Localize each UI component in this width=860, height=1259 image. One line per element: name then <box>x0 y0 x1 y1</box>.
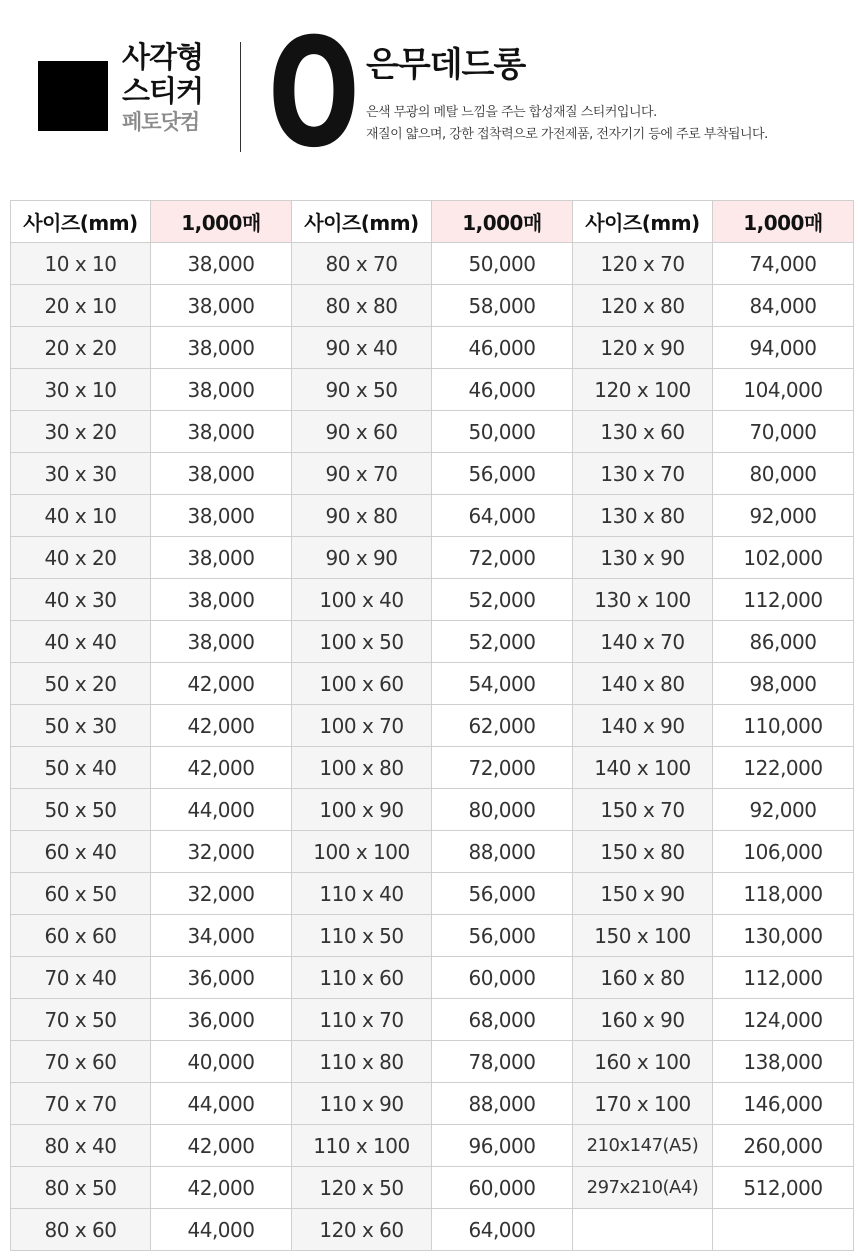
price-cell: 42,000 <box>151 705 292 747</box>
size-cell: 30 x 30 <box>11 453 151 495</box>
price-cell: 112,000 <box>713 957 854 999</box>
size-cell: 60 x 50 <box>11 873 151 915</box>
size-cell: 100 x 50 <box>292 621 432 663</box>
price-cell: 36,000 <box>151 957 292 999</box>
price-cell: 36,000 <box>151 999 292 1041</box>
price-cell: 92,000 <box>713 495 854 537</box>
price-cell: 60,000 <box>432 1167 573 1209</box>
size-cell: 80 x 60 <box>11 1209 151 1251</box>
price-cell: 92,000 <box>713 789 854 831</box>
size-cell: 130 x 100 <box>573 579 713 621</box>
table-row <box>11 411 854 453</box>
price-cell: 38,000 <box>151 369 292 411</box>
size-cell: 100 x 80 <box>292 747 432 789</box>
size-cell: 110 x 100 <box>292 1125 432 1167</box>
size-cell: 140 x 70 <box>573 621 713 663</box>
size-cell: 40 x 10 <box>11 495 151 537</box>
size-cell: 130 x 90 <box>573 537 713 579</box>
size-cell: 160 x 100 <box>573 1041 713 1083</box>
price-cell: 38,000 <box>151 537 292 579</box>
price-cell: 70,000 <box>713 411 854 453</box>
price-cell: 64,000 <box>432 1209 573 1251</box>
price-cell: 84,000 <box>713 285 854 327</box>
header-divider <box>240 42 241 152</box>
size-cell: 50 x 20 <box>11 663 151 705</box>
description-line-1: 은색 무광의 메탈 느낌을 주는 합성재질 스티커입니다. <box>366 105 657 120</box>
size-cell: 30 x 20 <box>11 411 151 453</box>
size-cell: 140 x 90 <box>573 705 713 747</box>
price-cell: 52,000 <box>432 621 573 663</box>
table-row <box>11 873 854 915</box>
title-line-2: 스티커 <box>122 74 204 108</box>
price-cell: 88,000 <box>432 831 573 873</box>
empty-cell <box>713 1209 854 1251</box>
price-cell: 40,000 <box>151 1041 292 1083</box>
price-cell: 44,000 <box>151 1083 292 1125</box>
size-cell: 120 x 70 <box>573 243 713 285</box>
price-cell: 86,000 <box>713 621 854 663</box>
price-cell: 44,000 <box>151 789 292 831</box>
price-cell: 52,000 <box>432 579 573 621</box>
table-row <box>11 243 854 285</box>
table-row <box>11 579 854 621</box>
table-row <box>11 369 854 411</box>
description-line-2: 재질이 얇으며, 강한 접착력으로 가전제품, 전자기기 등에 주로 부착됩니다. <box>366 127 768 142</box>
price-cell: 146,000 <box>713 1083 854 1125</box>
price-cell: 32,000 <box>151 831 292 873</box>
table-header-row <box>11 201 854 243</box>
table-row <box>11 327 854 369</box>
size-cell: 140 x 100 <box>573 747 713 789</box>
price-cell: 98,000 <box>713 663 854 705</box>
size-cell: 120 x 50 <box>292 1167 432 1209</box>
table-row <box>11 537 854 579</box>
price-cell: 72,000 <box>432 537 573 579</box>
size-cell: 140 x 80 <box>573 663 713 705</box>
price-cell: 94,000 <box>713 327 854 369</box>
table-row <box>11 1041 854 1083</box>
size-cell: 80 x 40 <box>11 1125 151 1167</box>
size-cell: 170 x 100 <box>573 1083 713 1125</box>
price-cell: 72,000 <box>432 747 573 789</box>
price-cell: 38,000 <box>151 579 292 621</box>
size-cell: 20 x 10 <box>11 285 151 327</box>
size-cell: 110 x 90 <box>292 1083 432 1125</box>
table-row <box>11 621 854 663</box>
size-cell: 150 x 100 <box>573 915 713 957</box>
size-cell: 80 x 50 <box>11 1167 151 1209</box>
price-cell: 60,000 <box>432 957 573 999</box>
price-column-header: 1,000매 <box>151 201 292 243</box>
table-row <box>11 1167 854 1209</box>
size-cell: 50 x 40 <box>11 747 151 789</box>
price-cell: 44,000 <box>151 1209 292 1251</box>
price-cell: 56,000 <box>432 873 573 915</box>
price-cell: 512,000 <box>713 1167 854 1209</box>
price-cell: 58,000 <box>432 285 573 327</box>
price-cell: 42,000 <box>151 1167 292 1209</box>
size-cell: 160 x 90 <box>573 999 713 1041</box>
size-cell: 40 x 30 <box>11 579 151 621</box>
table-row <box>11 453 854 495</box>
size-cell: 110 x 80 <box>292 1041 432 1083</box>
price-column-header: 1,000매 <box>713 201 854 243</box>
price-cell: 38,000 <box>151 453 292 495</box>
product-name: 은무데드롱 <box>366 45 526 85</box>
size-cell: 130 x 70 <box>573 453 713 495</box>
price-cell: 112,000 <box>713 579 854 621</box>
size-cell: 150 x 70 <box>573 789 713 831</box>
size-cell: 40 x 20 <box>11 537 151 579</box>
price-cell: 138,000 <box>713 1041 854 1083</box>
size-cell: 100 x 90 <box>292 789 432 831</box>
price-cell: 80,000 <box>432 789 573 831</box>
material-letter: O <box>268 7 360 181</box>
size-cell: 60 x 60 <box>11 915 151 957</box>
size-cell: 100 x 70 <box>292 705 432 747</box>
price-cell: 46,000 <box>432 369 573 411</box>
price-cell: 34,000 <box>151 915 292 957</box>
size-cell: 70 x 40 <box>11 957 151 999</box>
price-cell: 130,000 <box>713 915 854 957</box>
price-cell: 122,000 <box>713 747 854 789</box>
price-cell: 124,000 <box>713 999 854 1041</box>
price-cell: 46,000 <box>432 327 573 369</box>
size-cell: 120 x 60 <box>292 1209 432 1251</box>
price-cell: 78,000 <box>432 1041 573 1083</box>
size-column-header: 사이즈(mm) <box>11 201 151 243</box>
size-cell: 90 x 80 <box>292 495 432 537</box>
size-cell: 40 x 40 <box>11 621 151 663</box>
price-cell: 80,000 <box>713 453 854 495</box>
price-column-header: 1,000매 <box>432 201 573 243</box>
price-cell: 50,000 <box>432 243 573 285</box>
size-cell: 10 x 10 <box>11 243 151 285</box>
size-cell: 100 x 60 <box>292 663 432 705</box>
table-row <box>11 747 854 789</box>
size-cell: 80 x 70 <box>292 243 432 285</box>
size-cell: 210x147(A5) <box>573 1125 713 1167</box>
size-cell: 60 x 40 <box>11 831 151 873</box>
size-cell: 90 x 90 <box>292 537 432 579</box>
price-cell: 110,000 <box>713 705 854 747</box>
table-row <box>11 789 854 831</box>
price-cell: 74,000 <box>713 243 854 285</box>
size-cell: 70 x 60 <box>11 1041 151 1083</box>
size-cell: 100 x 40 <box>292 579 432 621</box>
table-row <box>11 663 854 705</box>
size-cell: 30 x 10 <box>11 369 151 411</box>
size-column-header: 사이즈(mm) <box>573 201 713 243</box>
title-line-1: 사각형 <box>122 40 204 74</box>
price-cell: 54,000 <box>432 663 573 705</box>
brand-name: 페토닷컴 <box>122 110 200 134</box>
price-cell: 56,000 <box>432 915 573 957</box>
size-cell: 297x210(A4) <box>573 1167 713 1209</box>
price-table-body <box>11 243 854 1251</box>
table-row <box>11 285 854 327</box>
size-cell: 110 x 40 <box>292 873 432 915</box>
price-cell: 88,000 <box>432 1083 573 1125</box>
price-cell: 62,000 <box>432 705 573 747</box>
price-cell: 32,000 <box>151 873 292 915</box>
size-cell: 50 x 30 <box>11 705 151 747</box>
product-description <box>366 102 768 146</box>
size-cell: 90 x 40 <box>292 327 432 369</box>
price-cell: 38,000 <box>151 327 292 369</box>
table-row <box>11 915 854 957</box>
size-cell: 90 x 70 <box>292 453 432 495</box>
size-cell: 120 x 80 <box>573 285 713 327</box>
table-row <box>11 495 854 537</box>
title-block <box>122 40 232 136</box>
sticker-shape-icon <box>38 61 108 131</box>
size-column-header: 사이즈(mm) <box>292 201 432 243</box>
table-row <box>11 705 854 747</box>
price-cell: 38,000 <box>151 621 292 663</box>
size-cell: 70 x 70 <box>11 1083 151 1125</box>
price-cell: 56,000 <box>432 453 573 495</box>
price-cell: 260,000 <box>713 1125 854 1167</box>
price-cell: 64,000 <box>432 495 573 537</box>
empty-cell <box>573 1209 713 1251</box>
size-cell: 90 x 60 <box>292 411 432 453</box>
size-cell: 150 x 80 <box>573 831 713 873</box>
size-cell: 130 x 80 <box>573 495 713 537</box>
table-row <box>11 831 854 873</box>
price-cell: 102,000 <box>713 537 854 579</box>
size-cell: 120 x 100 <box>573 369 713 411</box>
size-cell: 130 x 60 <box>573 411 713 453</box>
size-cell: 110 x 70 <box>292 999 432 1041</box>
size-cell: 80 x 80 <box>292 285 432 327</box>
size-cell: 20 x 20 <box>11 327 151 369</box>
table-row <box>11 1125 854 1167</box>
price-cell: 38,000 <box>151 243 292 285</box>
price-cell: 42,000 <box>151 747 292 789</box>
price-cell: 106,000 <box>713 831 854 873</box>
table-row <box>11 999 854 1041</box>
size-cell: 110 x 60 <box>292 957 432 999</box>
price-cell: 38,000 <box>151 411 292 453</box>
table-row <box>11 1209 854 1251</box>
price-cell: 104,000 <box>713 369 854 411</box>
size-cell: 50 x 50 <box>11 789 151 831</box>
price-cell: 68,000 <box>432 999 573 1041</box>
size-cell: 90 x 50 <box>292 369 432 411</box>
price-cell: 42,000 <box>151 1125 292 1167</box>
table-row <box>11 1083 854 1125</box>
price-cell: 38,000 <box>151 495 292 537</box>
size-cell: 70 x 50 <box>11 999 151 1041</box>
price-cell: 96,000 <box>432 1125 573 1167</box>
price-cell: 42,000 <box>151 663 292 705</box>
price-table <box>10 200 854 1251</box>
size-cell: 120 x 90 <box>573 327 713 369</box>
size-cell: 150 x 90 <box>573 873 713 915</box>
price-cell: 38,000 <box>151 285 292 327</box>
table-row <box>11 957 854 999</box>
price-cell: 50,000 <box>432 411 573 453</box>
size-cell: 160 x 80 <box>573 957 713 999</box>
size-cell: 110 x 50 <box>292 915 432 957</box>
price-cell: 118,000 <box>713 873 854 915</box>
size-cell: 100 x 100 <box>292 831 432 873</box>
page-header <box>0 0 860 200</box>
